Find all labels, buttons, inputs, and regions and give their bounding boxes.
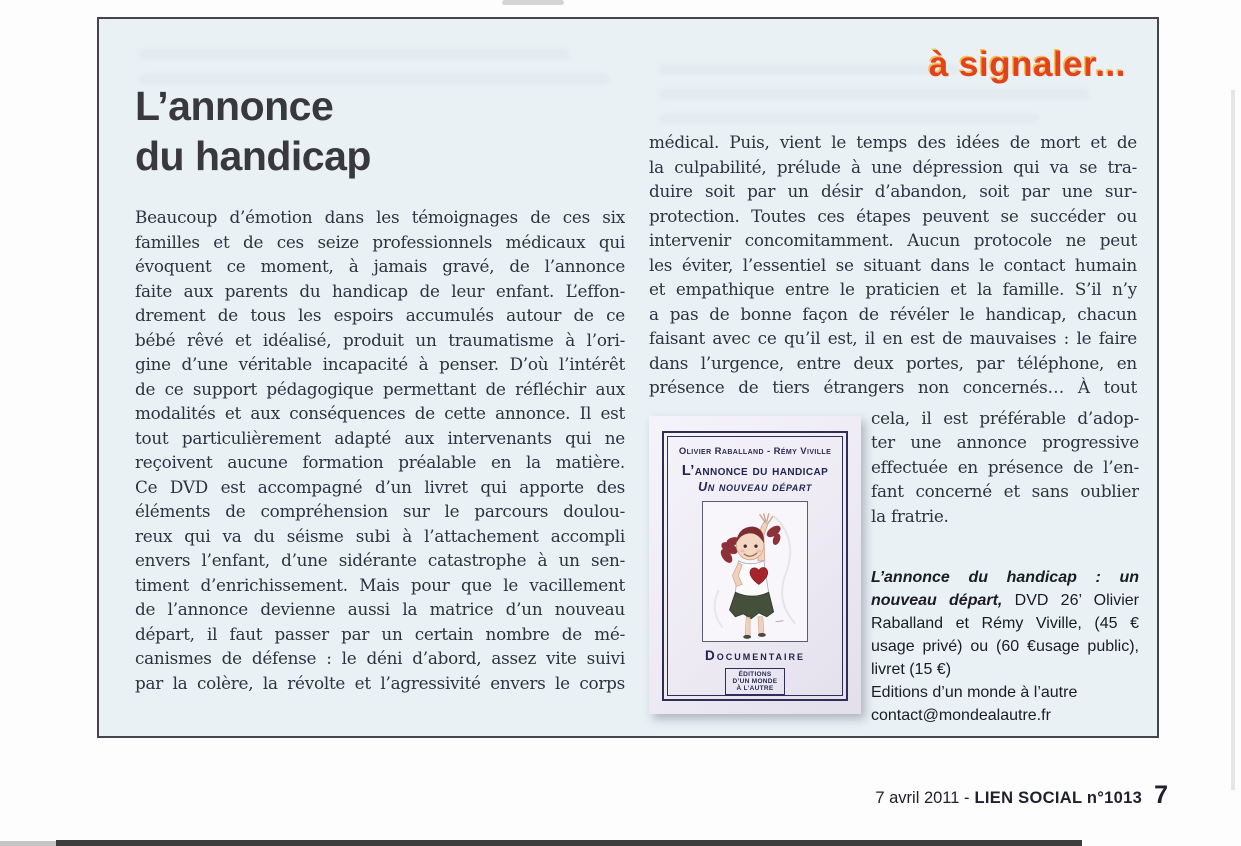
footer-page-number: 7 (1154, 781, 1168, 809)
body-text-line: la fratrie. (871, 505, 949, 526)
body-text-line: protection. Toutes ces étapes peuvent se succéder ou (649, 205, 1137, 226)
article-right-column (649, 130, 1140, 727)
dvd-cover-frame (662, 431, 848, 701)
scan-artifact (502, 0, 564, 5)
right-column-wrap-area (861, 406, 1139, 728)
scan-edge-artifact (0, 841, 56, 846)
showthrough-artifact (659, 64, 959, 74)
body-text-line: de l’annonce devienne aussi la matrice d’un nouveau (135, 599, 625, 619)
scan-edge-artifact (56, 840, 1082, 846)
body-text-line: effectuée en présence de l’en- (871, 456, 1139, 477)
right-column-bottom (649, 406, 1140, 728)
article-title-line2: du handicap (135, 133, 371, 179)
page-footer (875, 781, 1168, 810)
body-text-line: médical. Puis, vient le temps des idées de mort et de (649, 132, 1137, 152)
footer-date: 7 avril 2011 - (875, 789, 970, 807)
dvd-publisher-line: À L’AUTRE (736, 684, 774, 692)
body-text-line: Ce DVD est accompagné d’un livret qui apporte des (135, 476, 625, 497)
body-text-line: faite aux parents du handicap de leur enfant. L’effon- (135, 280, 625, 301)
body-text-line: ter une annonce progressive (871, 432, 1139, 452)
dvd-cover (649, 416, 861, 714)
body-text-line: intervenir concomitamment. Aucun protocole ne peut (649, 230, 1137, 250)
caption-details: DVD 26’ Olivier Raballand et Rémy Viville, (45 € usage privé) ou (60 €usage public), livret (15 €) (871, 592, 1140, 678)
body-text-line: reçoivent aucune formation préalable en la matière. (135, 452, 625, 472)
showthrough-artifact (659, 89, 1089, 99)
caption-contact: contact@mondealautre.fr (871, 707, 1051, 724)
body-text-line: modalités et aux conséquences de cette annonce. Il est (135, 403, 625, 423)
footer-magazine: LIEN SOCIAL n°1013 (974, 789, 1143, 807)
body-text-line: a pas de bonne façon de révéler le handicap, chacun (649, 303, 1137, 324)
body-text-line: présence de tiers étrangers non concernés… À tout (649, 377, 1137, 397)
dvd-publisher-logo (725, 668, 786, 695)
body-text-line: reux qui va du séisme subi à l’attachement accompli (135, 525, 625, 546)
body-text-line: la culpabilité, prélude à une dépression qui va se tra- (649, 156, 1137, 177)
body-text-line: éléments de compréhension sur le parcours doulou- (135, 501, 625, 521)
content-box (97, 17, 1159, 738)
scan-edge-artifact (1231, 90, 1235, 790)
article-title (135, 81, 371, 181)
dvd-authors: Olivier Raballand - Rémy Viville (678, 445, 832, 457)
dvd-title: L’annonce du handicap (681, 462, 829, 479)
section-header: à signaler... (928, 45, 1126, 84)
body-text-line: cela, il est préférable d’adop- (871, 407, 1139, 428)
body-text-line: canismes de défense : le déni d’abord, assez vite suivi (135, 648, 625, 668)
body-text-line: bébé rêvé et idéalisé, produit un traumatisme à l’ori- (135, 329, 625, 350)
body-text-line: fant concerné et sans oublier (871, 481, 1139, 501)
body-text-line: tout particulièrement adapté aux intervenants qui ne (135, 427, 625, 448)
body-text-line: et empathique entre le praticien et la famille. S’il n’y (649, 279, 1137, 299)
body-text-line: drement de tous les espoirs accumulés autour de ce (135, 305, 625, 325)
dvd-caption-main (871, 566, 1139, 681)
dvd-publisher-line: D’UN MONDE (732, 677, 778, 685)
article-left-column (135, 205, 625, 695)
body-text-line: les éviter, l’essentiel se situant dans le contact humain (649, 254, 1137, 275)
body-text-line: Beaucoup d’émotion dans les témoignages de ces six (135, 207, 625, 227)
body-text-line: familles et de ces seize professionnels médicaux qui (135, 231, 625, 252)
dvd-subtitle: Un nouveau départ (698, 479, 812, 494)
body-text-line: duire soit par un désir d’abandon, soit par une sur- (649, 181, 1137, 201)
right-column-wrap-text (871, 406, 1139, 529)
body-text-line: faisant avec ce qu’il est, il en est de mauvaises : le faire (649, 328, 1137, 348)
body-text-line: de ce support pédagogique permettant de réfléchir aux (135, 378, 625, 399)
dvd-genre: Documentaire (704, 647, 806, 663)
article-title-line1: L’annonce (135, 83, 334, 129)
body-text-line: gine d’une véritable incapacité à penser. D’où l’intérêt (135, 354, 625, 374)
right-column-text (649, 130, 1137, 400)
dvd-caption (871, 566, 1139, 727)
showthrough-artifact (659, 114, 1039, 123)
showthrough-artifact (139, 49, 569, 59)
body-text-line: dans l’urgence, entre deux portes, par téléphone, en (649, 352, 1137, 373)
dvd-cover-inner (667, 436, 843, 696)
caption-publisher: Editions d’un monde à l’autre (871, 684, 1078, 701)
body-text-line: envers l’enfant, d’une sidérante catastrophe à un sen- (135, 550, 625, 570)
body-text-line: timent d’enrichissement. Mais pour que le vacillement (135, 574, 625, 595)
body-text-line: par la colère, la révolte et l’agressivité envers le corps (135, 672, 625, 693)
caption-title: L’annonce du handicap : un nouveau départ, (871, 569, 1139, 609)
dvd-girl-illustration (702, 501, 808, 642)
dvd-publisher-line: ÉDITIONS (738, 670, 772, 678)
body-text-line: départ, il faut passer par un certain nombre de mé- (135, 623, 625, 644)
body-text-line: évoquent ce moment, à jamais gravé, de l’annonce (135, 256, 625, 276)
